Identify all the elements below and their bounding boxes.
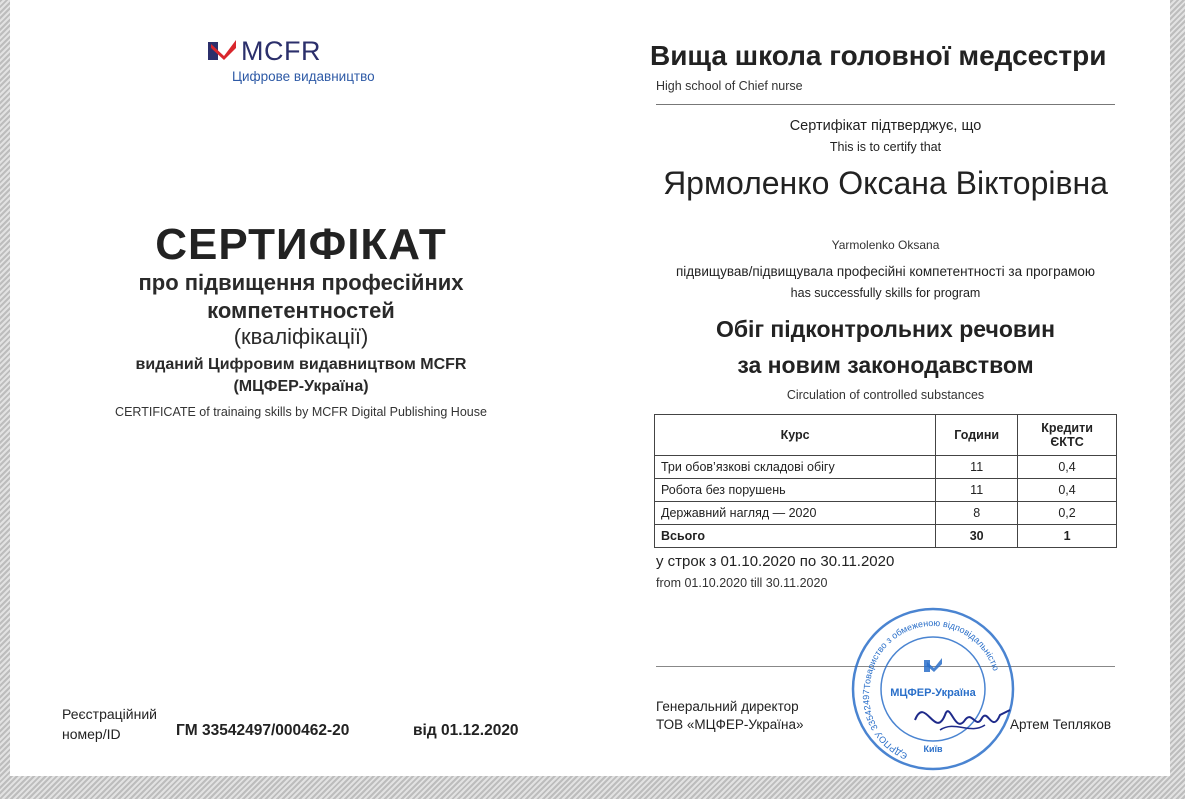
header-credits: Кредити ЄКТС <box>1018 415 1117 456</box>
issuer-line-2: (МЦФЕР-Україна) <box>233 378 369 395</box>
stamp-ring-left: ЄДРПОУ 33542497 <box>861 689 909 762</box>
program-intro-en: has successfully skills for program <box>790 286 981 300</box>
program-intro-ua: підвищував/підвищувала професійні компетентності за програмою <box>675 264 1096 279</box>
stamp-city: Київ <box>923 744 943 754</box>
term-ua: у строк з 01.10.2020 по 30.11.2020 <box>656 553 895 570</box>
course-credits: 0,4 <box>1018 456 1117 479</box>
program-title-line-2: за новим законодавством <box>737 352 1034 378</box>
certify-en: This is to certify that <box>829 140 942 154</box>
recipient-name-english: Yarmolenko Oksana <box>831 238 940 252</box>
course-name: Робота без порушень <box>655 479 936 502</box>
certificate-sheet <box>10 0 1170 776</box>
total-credits: 1 <box>1018 525 1117 548</box>
table-row <box>655 502 1117 525</box>
stamp-ring-top: Товариство з обмеженою відповідальністю <box>861 617 1002 690</box>
signature <box>910 690 1015 745</box>
stamp-center-text: МЦФЕР-Україна <box>890 687 976 699</box>
recipient-name: Ярмоленко Оксана Вікторівна <box>663 165 1108 201</box>
program-title-line-1: Обіг підконтрольних речовин <box>715 316 1056 342</box>
total-label: Всього <box>655 525 936 548</box>
director-title <box>656 698 804 734</box>
course-hours: 11 <box>936 456 1018 479</box>
registration-label-line-2: номер/ID <box>62 726 121 742</box>
certificate-subtitle-line-1: про підвищення професійних <box>138 270 464 295</box>
mcfr-logo-icon <box>208 38 238 62</box>
certificate-title: СЕРТИФІКАТ <box>155 220 447 269</box>
course-credits: 0,4 <box>1018 479 1117 502</box>
issuer-line-1: виданий Цифровим видавництвом MCFR <box>135 356 467 373</box>
course-hours: 8 <box>936 502 1018 525</box>
header-course: Курс <box>655 415 936 456</box>
course-credits: 0,2 <box>1018 502 1117 525</box>
certify-ua: Сертифікат підтверджує, що <box>789 118 982 134</box>
program-title-english: Circulation of controlled substances <box>786 388 985 402</box>
school-name-english: High school of Chief nurse <box>656 79 803 93</box>
certificate-english: CERTIFICATE of trainaing skills by MCFR Digital Publishing House <box>115 405 487 419</box>
company-stamp <box>848 604 1018 774</box>
school-name: Вища школа головної медсестри <box>650 40 1107 71</box>
table-header-row <box>655 415 1117 456</box>
logo-name: MCFR <box>241 36 321 66</box>
divider-top <box>656 104 1115 105</box>
certificate-subtitle-line-3: (кваліфікації) <box>233 324 369 349</box>
director-company: ТОВ «МЦФЕР-Україна» <box>656 717 804 732</box>
registration-date: від 01.12.2020 <box>413 722 519 739</box>
course-hours: 11 <box>936 479 1018 502</box>
table-row <box>655 479 1117 502</box>
course-name: Три обов’язкові складові обігу <box>655 456 936 479</box>
registration-number: ГМ 33542497/000462-20 <box>176 722 350 739</box>
header-hours: Години <box>936 415 1018 456</box>
certificate-subtitle-line-2: компетентностей <box>207 298 395 323</box>
term-en: from 01.10.2020 till 30.11.2020 <box>656 576 828 590</box>
signer-name: Артем Тепляков <box>1010 717 1112 732</box>
total-hours: 30 <box>936 525 1018 548</box>
table-row <box>655 456 1117 479</box>
logo-subtitle: Цифрове видавництво <box>232 69 375 84</box>
registration-label-line-1: Реєстраційний <box>62 706 157 722</box>
registration-label <box>62 704 157 744</box>
course-name: Державний нагляд — 2020 <box>655 502 936 525</box>
courses-table <box>654 414 1117 548</box>
director-position: Генеральний директор <box>656 699 799 714</box>
table-total-row <box>655 525 1117 548</box>
